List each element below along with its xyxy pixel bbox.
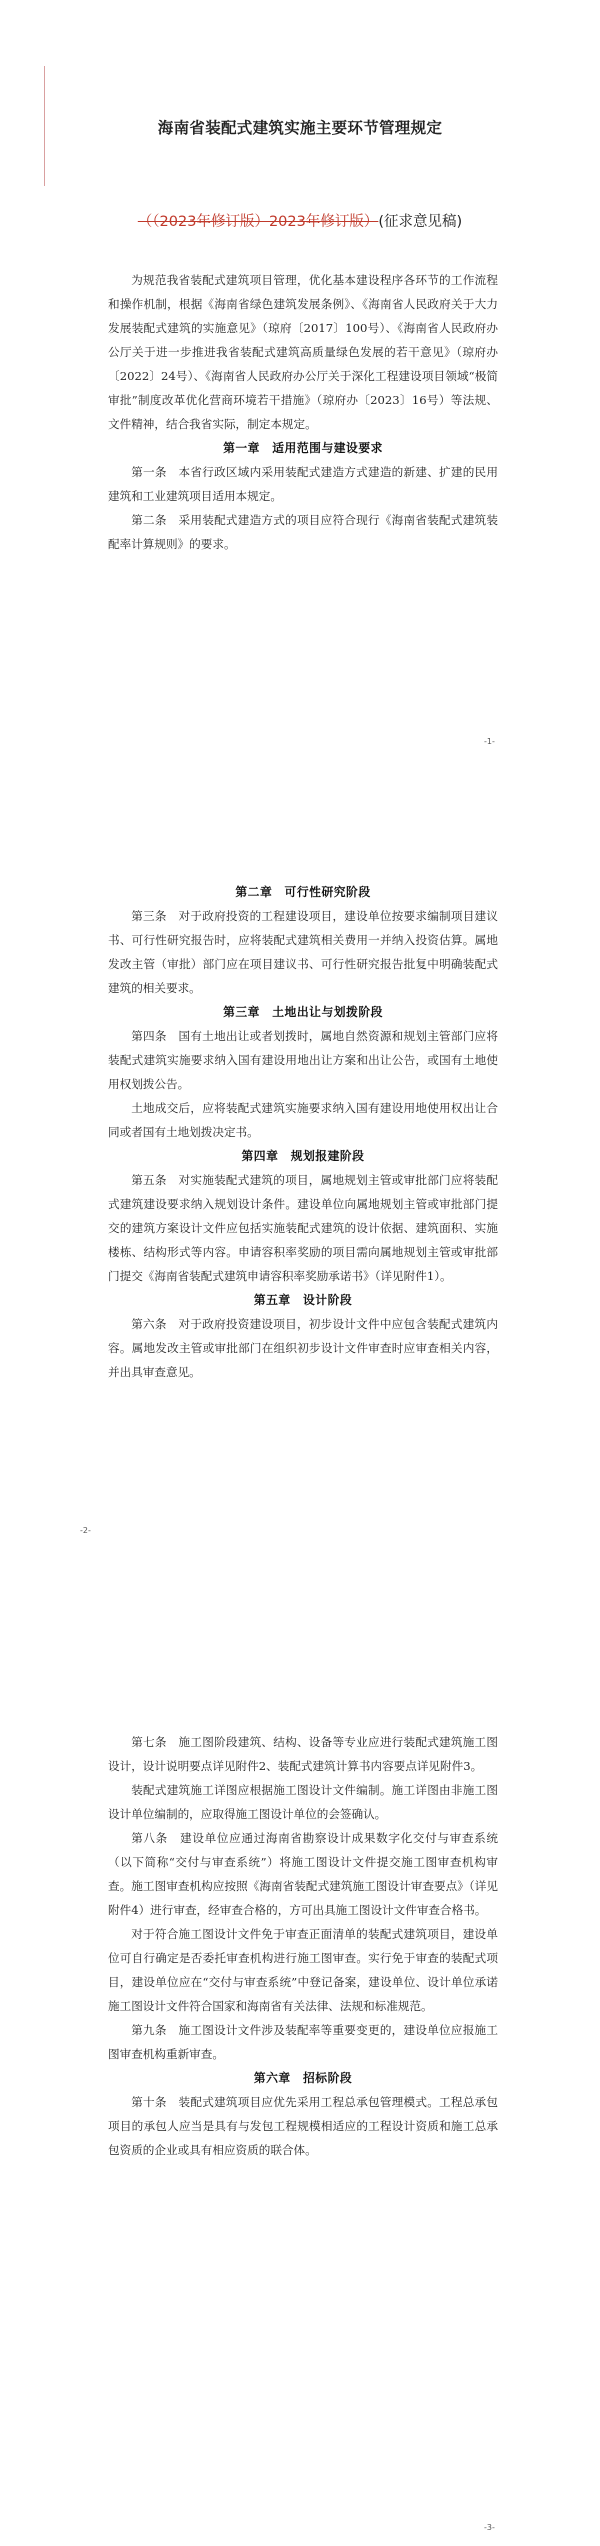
- paragraph: 第七条 施工图阶段建筑、结构、设备等专业应进行装配式建筑施工图设计，设计说明要点详见附件2、装配式建筑计算书内容要点详见附件3。: [108, 1735, 498, 1773]
- chapter-heading: 第二章 可行性研究阶段: [235, 885, 371, 899]
- paragraph: 对于符合施工图设计文件免于审查正面清单的装配式建筑项目，建设单位可自行确定是否委托审查机构进行施工图审查。实行免于审查的装配式项目，建设单位应在“交付与审查系统”中登记备案，建设单位、设计单位承诺施工图设计文件符合国家和海南省有关法律、法规和标准规范。: [108, 1927, 498, 2013]
- chapter-heading: 第一章 适用范围与建设要求: [223, 441, 383, 455]
- paragraph: 第四条 国有土地出让或者划拨时，属地自然资源和规划主管部门应将装配式建筑实施要求纳入国有建设用地出让方案和出让公告，或国有土地使用权划拨公告。: [108, 1029, 498, 1091]
- struck-revision-text: （（2023年修订版）2023年修订版）: [137, 214, 379, 230]
- paragraph: 第十条 装配式建筑项目应优先采用工程总承包管理模式。工程总承包项目的承包人应当是具有与发包工程规模相适应的工程设计资质和施工总承包资质的企业或具有相应资质的联合体。: [108, 2095, 498, 2157]
- document-title: 海南省装配式建筑实施主要环节管理规定: [157, 119, 443, 137]
- chapter-heading: 第三章 土地出让与划拨阶段: [223, 1005, 383, 1019]
- paragraph: 土地成交后，应将装配式建筑实施要求纳入国有建设用地使用权出让合同或者国有土地划拨决定书。: [108, 1101, 498, 1139]
- paragraph: 第六条 对于政府投资建设项目，初步设计文件中应包含装配式建筑内容。属地发改主管或审批部门在组织初步设计文件审查时应审查相关内容，并出具审查意见。: [108, 1317, 498, 1379]
- paragraph: 装配式建筑施工详图应根据施工图设计文件编制。施工详图由非施工图设计单位编制的，应取得施工图设计单位的会签确认。: [108, 1783, 498, 1821]
- document-subtitle: [0, 210, 600, 231]
- chapter-heading: 第六章 招标阶段: [253, 2071, 353, 2085]
- paragraph: 第九条 施工图设计文件涉及装配率等重要变更的，建设单位应报施工图审查机构重新审查。: [108, 2023, 498, 2061]
- paragraph: 为规范我省装配式建筑项目管理，优化基本建设程序各环节的工作流程和操作机制，根据《海南省绿色建筑发展条例》、《海南省人民政府关于大力发展装配式建筑的实施意见》（琼府〔2017〕100号）、《海南省人民政府办公厅关于进一步推进我省装配式建筑高质量绿色发展的若干意见》（琼府办〔2022〕24号）、《海南省人民政府办公厅关于深化工程建设项目领域“极简审批”制度改革优化营商环境若干措施》（琼府办〔2023〕16号）等法规、文件精神，结合我省实际，制定本规定。: [108, 273, 498, 431]
- page-number: -3-: [484, 2523, 495, 2532]
- paragraph: 第三条 对于政府投资的工程建设项目，建设单位按要求编制项目建议书、可行性研究报告时，应将装配式建筑相关费用一并纳入投资估算。属地发改主管（审批）部门应在项目建议书、可行性研究报告批复中明确装配式建筑的相关要求。: [108, 909, 498, 995]
- page-2-body: [108, 880, 498, 1384]
- page-1-body: [108, 268, 498, 556]
- paragraph: 第二条 采用装配式建造方式的项目应符合现行《海南省装配式建筑装配率计算规则》的要求。: [108, 513, 498, 551]
- paragraph: 第五条 对实施装配式建筑的项目，属地规划主管或审批部门应将装配式建筑建设要求纳入规划设计条件。建设单位向属地规划主管或审批部门提交的建筑方案设计文件应包括实施装配式建筑的设计依据、建筑面积、实施楼栋、结构形式等内容。申请容积率奖励的项目需向属地规划主管或审批部门提交《海南省装配式建筑申请容积率奖励承诺书》（详见附件1）。: [108, 1173, 498, 1283]
- page-number: -1-: [484, 737, 495, 746]
- paragraph: 第八条 建设单位应通过海南省勘察设计成果数字化交付与审查系统（以下简称“交付与审查系统”）将施工图设计文件提交施工图审查机构审查。施工图审查机构应按照《海南省装配式建筑施工图设计审查要点》（详见附件4）进行审查，经审查合格的，方可出具施工图设计文件审查合格书。: [108, 1831, 498, 1917]
- page-3-body: [108, 1730, 498, 2162]
- consultation-draft-label: (征求意见稿): [378, 214, 463, 230]
- paragraph: 第一条 本省行政区域内采用装配式建造方式建造的新建、扩建的民用建筑和工业建筑项目适用本规定。: [108, 465, 498, 503]
- chapter-heading: 第五章 设计阶段: [253, 1293, 353, 1307]
- chapter-heading: 第四章 规划报建阶段: [241, 1149, 365, 1163]
- page-number: -2-: [80, 1526, 91, 1535]
